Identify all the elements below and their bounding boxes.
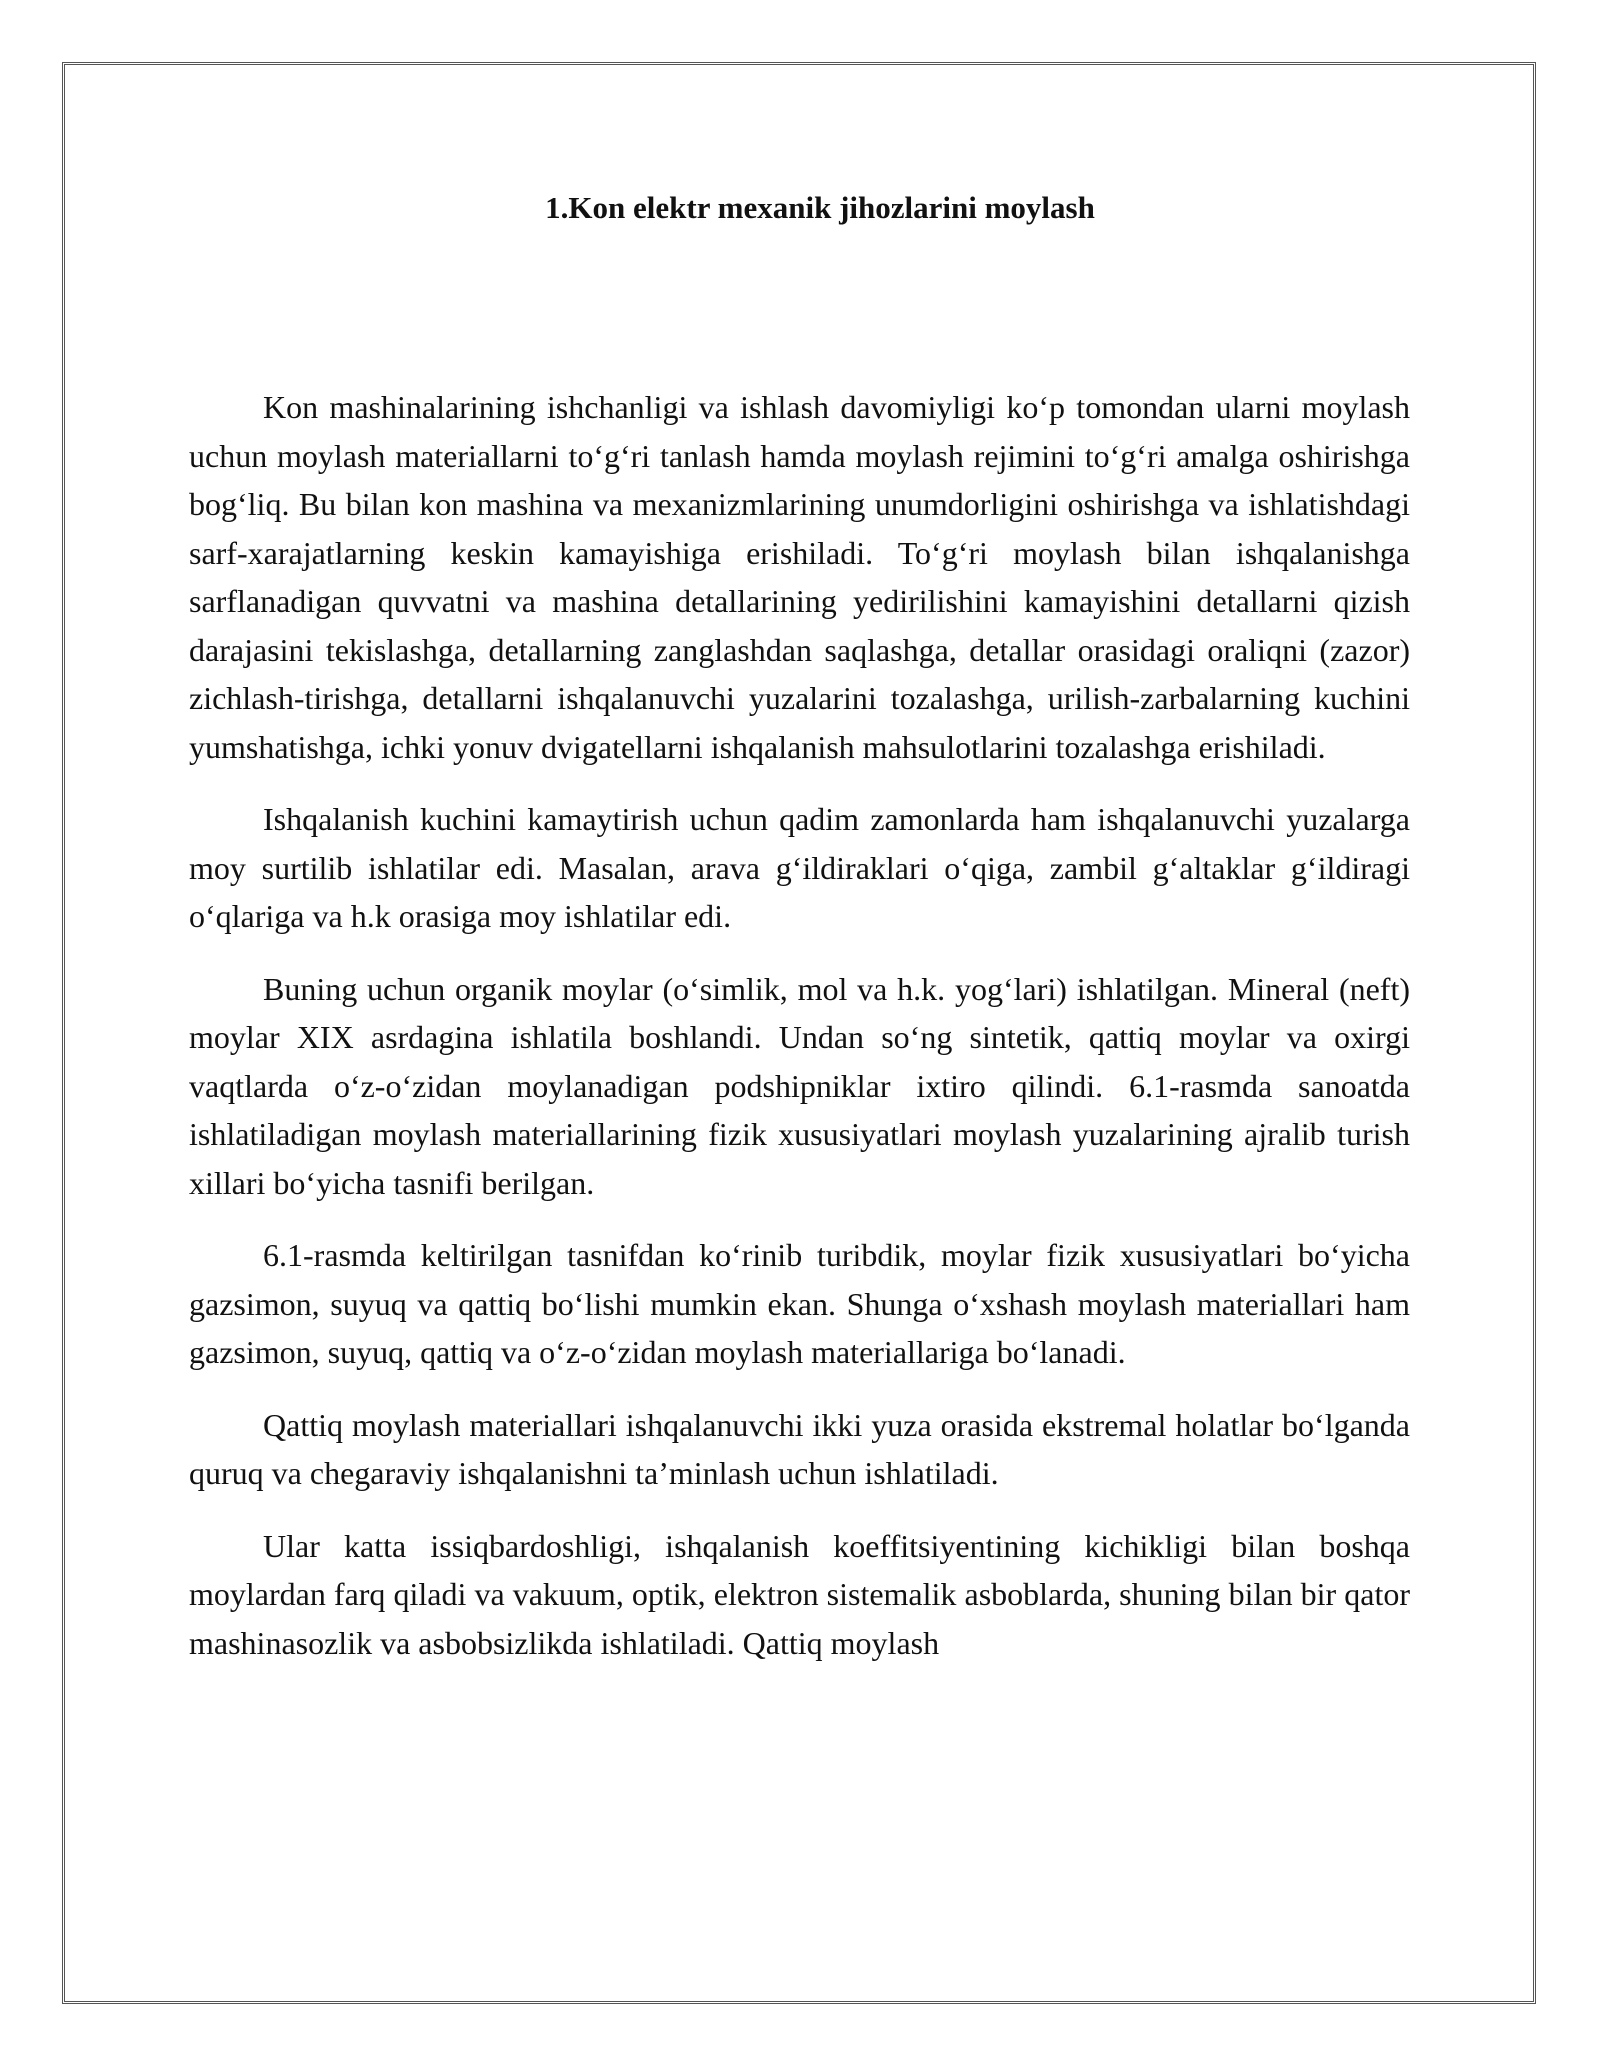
paragraph-5: Qattiq moylash materiallari ishqalanuvchi ikki yuza orasida ekstremal holatlar bo‘lganda quruq va chegaraviy ishqalanishni ta’minlash uchun ishlatiladi. <box>189 1406 1410 1491</box>
paragraph-6: Ular katta issiqbardoshligi, ishqalanish koeffitsiyentining kichikligi bilan boshqa moylardan farq qiladi va vakuum, optik, elektron sistemalik asboblarda, shuning bilan bir qator mashinasozlik va asbobsizlikda ishlatiladi. Qattiq moylash <box>189 1527 1410 1661</box>
paragraph-4: 6.1-rasmda keltirilgan tasnifdan ko‘rinib turibdik, moylar fizik xususiyatlari bo‘yicha gazsimon, suyuq va qattiq bo‘lishi mumkin ekan. Shunga o‘xshash moylash materiallari ham gazsimon, suyuq, qattiq va o‘z-o‘zidan moylash materiallariga bo‘lanadi. <box>189 1237 1410 1370</box>
paragraph-3: Buning uchun organik moylar (o‘simlik, mol va h.k. yog‘lari) ishlatilgan. Mineral (neft) moylar XIX asrdagina ishlatila boshlandi. Undan so‘ng sintetik, qattiq moylar va oxirgi vaqtlarda o‘z-o‘zidan moylanadigan podshipniklar ixtiro qilindi. 6.1-rasmda sanoatda ishlatiladigan moylash materiallarining fizik xususiyatlari moylash yuzalarining ajralib turish xillari bo‘yicha tasnifi berilgan. <box>189 970 1410 1201</box>
paragraph-1: Kon mashinalarining ishchanligi va ishlash davomiyligi ko‘p tomondan ularni moylash uchun moylash materiallarni to‘g‘ri tanlash hamda moylash rejimini to‘g‘ri amalga oshirishga bog‘liq. Bu bilan kon mashina va mexanizmlarining unumdorligini oshirishga va ishlatishdagi sarf-xarajatlarning keskin kamayishiga erishiladi. To‘g‘ri moylash bilan ishqalanishga sarflanadigan quvvatni va mashina detallarining yedirilishini kamayishini detallarni qizish darajasini tekislashga, detallarning zanglashdan saqlashga, detallar orasidagi oraliqni (zazor) zichlash-tirishga, detallarni ishqalanuvchi yuzalarini tozalashga, urilish-zarbalarning kuchini yumshatishga, ichki yonuv dvigatellarni ishqalanish mahsulotlarini tozalashga erishiladi. <box>189 389 1410 765</box>
page-title: 1.Kon elektr mexanik jihozlarini moylash <box>545 190 1095 225</box>
body-text <box>189 383 1410 1691</box>
paragraph-2: Ishqalanish kuchini kamaytirish uchun qadim zamonlarda ham ishqalanuvchi yuzalarga moy surtilib ishlatilar edi. Masalan, arava g‘ildiraklari o‘qiga, zambil g‘altaklar g‘ildiragi o‘qlariga va h.k orasiga moy ishlatilar edi. <box>189 801 1410 934</box>
